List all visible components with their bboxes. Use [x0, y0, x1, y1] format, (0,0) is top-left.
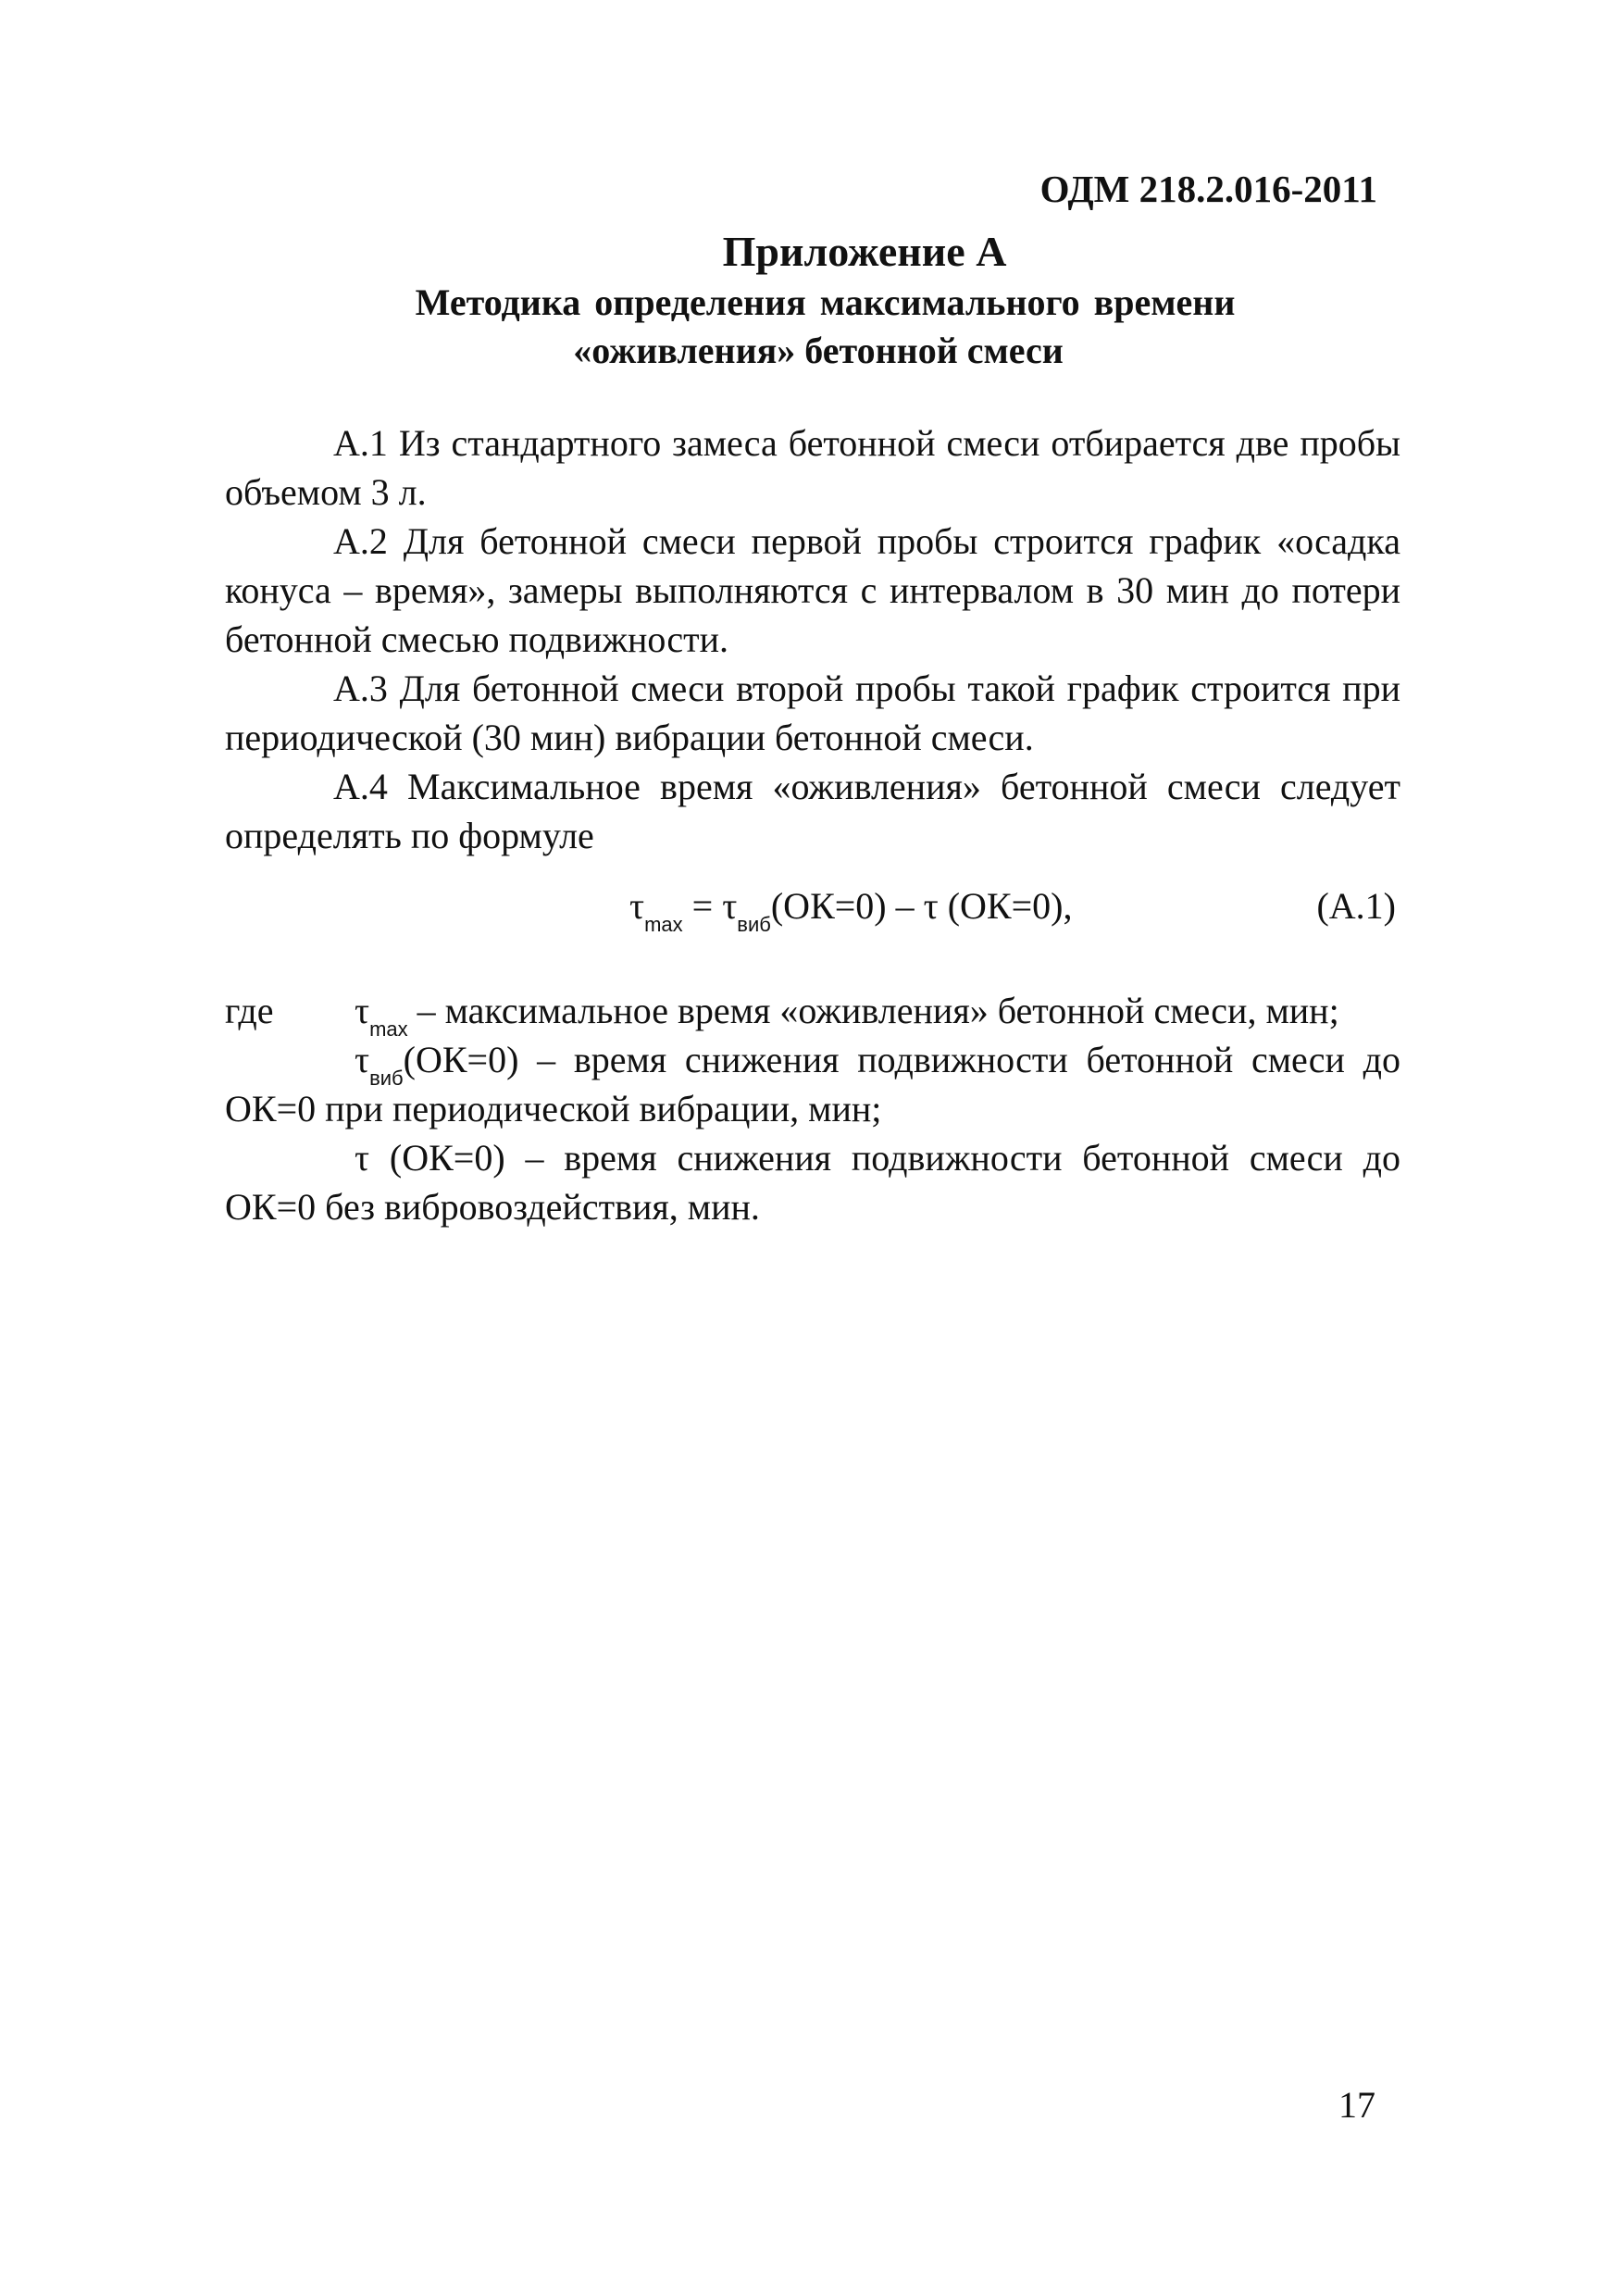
- formula-a1: [629, 884, 1073, 936]
- definition-tau-vib-symbol: τ: [355, 1039, 370, 1080]
- document-code: ОДМ 218.2.016-2011: [1039, 168, 1377, 210]
- definition-tau-max-symbol: τ: [355, 990, 370, 1031]
- paragraph-a1-line-1: А.1 Из стандартного замеса бетонной смеси отбирается две пробы: [333, 422, 1400, 464]
- formula-sub-max: max: [644, 913, 683, 936]
- appendix-subtitle-line-2: «оживления» бетонной смеси: [573, 330, 1064, 371]
- definition-sub-vib: виб: [369, 1067, 404, 1090]
- paragraph-a2-line-2: конуса – время», замеры выполняются с интервалом в 30 мин до потери: [225, 569, 1400, 611]
- definition-tau-line-1: τ (ОК=0) – время снижения подвижности бетонной смеси до: [355, 1137, 1400, 1179]
- formula-sub-vib: виб: [737, 913, 771, 936]
- paragraph-a2-line-3: бетонной смесью подвижности.: [225, 618, 729, 660]
- appendix-subtitle-line-1: Методика определения максимального времени: [415, 281, 1236, 323]
- formula-rest: (ОК=0) – τ (ОК=0),: [770, 885, 1073, 927]
- formula-tau: τ: [629, 885, 645, 927]
- definition-where-label: где: [225, 990, 274, 1031]
- definition-sub-max: max: [369, 1017, 408, 1041]
- page-number: 17: [1338, 2084, 1375, 2126]
- formula-equals: =: [682, 885, 723, 927]
- definition-tau-vib-line-2: ОК=0 при периодической вибрации, мин;: [225, 1088, 882, 1129]
- definition-tau-line-2: ОК=0 без вибровоздействия, мин.: [225, 1186, 760, 1228]
- paragraph-a1-line-2: объемом 3 л.: [225, 471, 427, 513]
- definition-tau-vib-text: (ОК=0) – время снижения подвижности бетонной смеси до: [403, 1039, 1400, 1080]
- paragraph-a4-line-1: А.4 Максимальное время «оживления» бетонной смеси следует: [333, 766, 1400, 807]
- formula-tau-vib: τ: [722, 885, 738, 927]
- paragraph-a3-line-2: периодической (30 мин) вибрации бетонной смеси.: [225, 717, 1034, 758]
- paragraph-a4-line-2: определять по формуле: [225, 815, 594, 856]
- definition-tau-vib-line-1: [225, 1038, 1400, 1090]
- appendix-title: Приложение А: [722, 228, 1007, 275]
- definition-tau-max: [355, 989, 1339, 1041]
- paragraph-a2-line-1: А.2 Для бетонной смеси первой пробы строится график «осадка: [333, 520, 1400, 562]
- paragraph-a3-line-1: А.3 Для бетонной смеси второй пробы такой график строится при: [333, 668, 1400, 709]
- definition-tau-max-text: – максимальное время «оживления» бетонной смеси, мин;: [407, 990, 1339, 1031]
- formula-number: (А.1): [1316, 885, 1396, 927]
